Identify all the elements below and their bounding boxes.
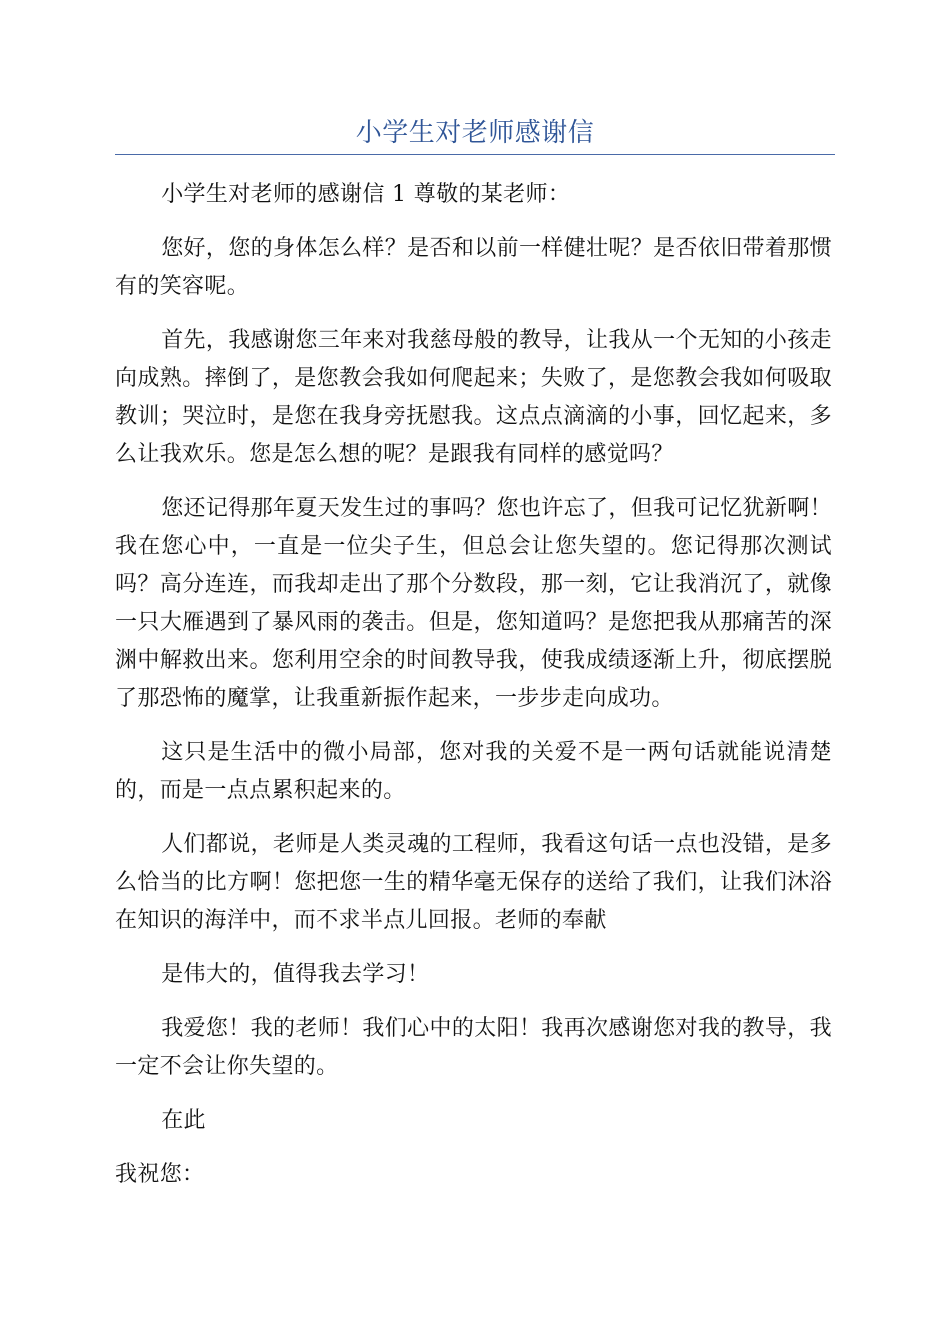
paragraph-5: 这只是生活中的微小局部，您对我的关爱不是一两句话就能说清楚的，而是一点点累积起来的。 [115,740,832,803]
page-title: 小学生对老师感谢信 [355,118,595,148]
paragraph-2: 您好，您的身体怎么样？是否和以前一样健壮呢？是否依旧带着那惯有的笑容呢。 [115,236,832,299]
paragraph-6: 人们都说，老师是人类灵魂的工程师，我看这句话一点也没错，是多么恰当的比方啊！您把您一生的精华毫无保存的送给了我们，让我们沐浴在知识的海洋中，而不求半点儿回报。老师的奉献 [115,832,832,933]
paragraph-8: 我爱您！我的老师！我们心中的太阳！我再次感谢您对我的教导，我一定不会让你失望的。 [115,1016,832,1079]
title-underline-rule [115,154,835,155]
paragraph-closing-here: 在此 [161,1108,206,1133]
paragraph-4: 您还记得那年夏天发生过的事吗？您也许忘了，但我可记忆犹新啊！我在您心中，一直是一位尖子生，但总会让您失望的。您记得那次测试吗？高分连连，而我却走出了那个分数段，那一刻，它让我消沉了，就像一只大雁遇到了暴风雨的袭击。但是，您知道吗？是您把我从那痛苦的深渊中解救出来。您利用空余的时间教导我，使我成绩逐渐上升，彻底摆脱了那恐怖的魔掌，让我重新振作起来，一步步走向成功。 [115,496,832,711]
paragraph-3: 首先，我感谢您三年来对我慈母般的教导，让我从一个无知的小孩走向成熟。摔倒了，是您教会我如何爬起来；失败了，是您教会我如何吸取教训；哭泣时，是您在我身旁抚慰我。这点点滴滴的小事，回忆起来，多么让我欢乐。您是怎么想的呢？是跟我有同样的感觉吗？ [115,328,832,467]
paragraph-greeting: 小学生对老师的感谢信 1 尊敬的某老师： [161,182,571,207]
letter-body [115,176,832,1210]
paragraph-7: 是伟大的，值得我去学习！ [161,962,430,987]
closing-salutation: 我祝您： [115,1162,205,1187]
